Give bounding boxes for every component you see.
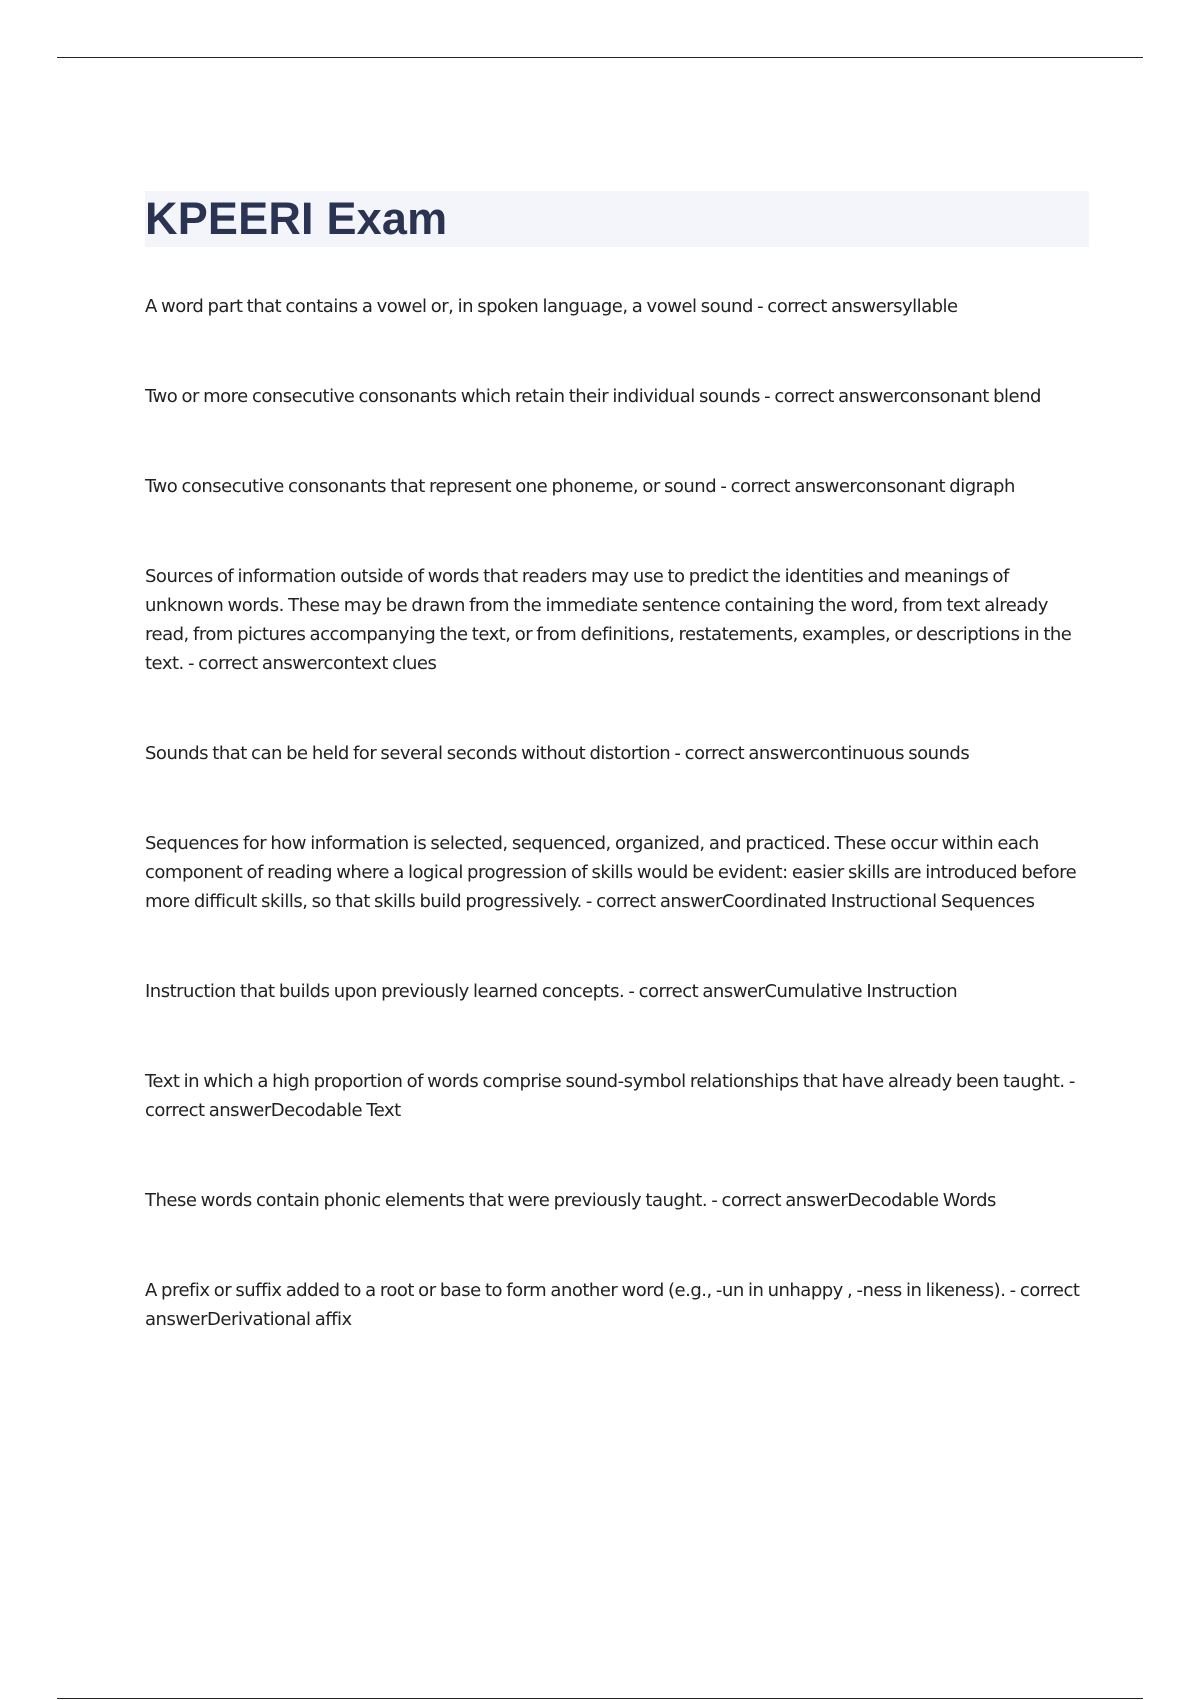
page-title: KPEERI Exam <box>145 193 448 244</box>
title-banner <box>145 191 1089 247</box>
footer-rule <box>57 1698 1143 1699</box>
qa-entry: Sequences for how information is selected, sequenced, organized, and practiced. These occur within each component of reading where a logical progression of skills would be evident: easier skills are introduced before more difficult skills, so that skills build progressively. - correct answerCoordinated Instructional Sequences <box>145 833 1077 912</box>
qa-entry: Two or more consecutive consonants which retain their individual sounds - correct answerconsonant blend <box>145 386 1041 407</box>
qa-entry: Sounds that can be held for several seconds without distortion - correct answercontinuous sounds <box>145 743 970 764</box>
qa-entry: A prefix or suffix added to a root or base to form another word (e.g., -un in unhappy , -ness in likeness). - correct answerDerivational affix <box>145 1280 1080 1330</box>
qa-entry: Instruction that builds upon previously learned concepts. - correct answerCumulative Instruction <box>145 981 958 1002</box>
header-rule <box>57 57 1143 58</box>
qa-entry: Two consecutive consonants that represent one phoneme, or sound - correct answerconsonant digraph <box>145 476 1015 497</box>
qa-entry: Text in which a high proportion of words comprise sound-symbol relationships that have already been taught. - correct answerDecodable Text <box>145 1071 1075 1121</box>
qa-entry: These words contain phonic elements that were previously taught. - correct answerDecodable Words <box>145 1190 996 1211</box>
qa-entry: Sources of information outside of words that readers may use to predict the identities and meanings of unknown words. These may be drawn from the immediate sentence containing the word, from text already read, from pictures accompanying the text, or from definitions, restatements, examples, or descriptions in the text. - correct answercontext clues <box>145 566 1072 674</box>
qa-entry: A word part that contains a vowel or, in spoken language, a vowel sound - correct answersyllable <box>145 296 958 317</box>
qa-list <box>145 292 1090 1334</box>
